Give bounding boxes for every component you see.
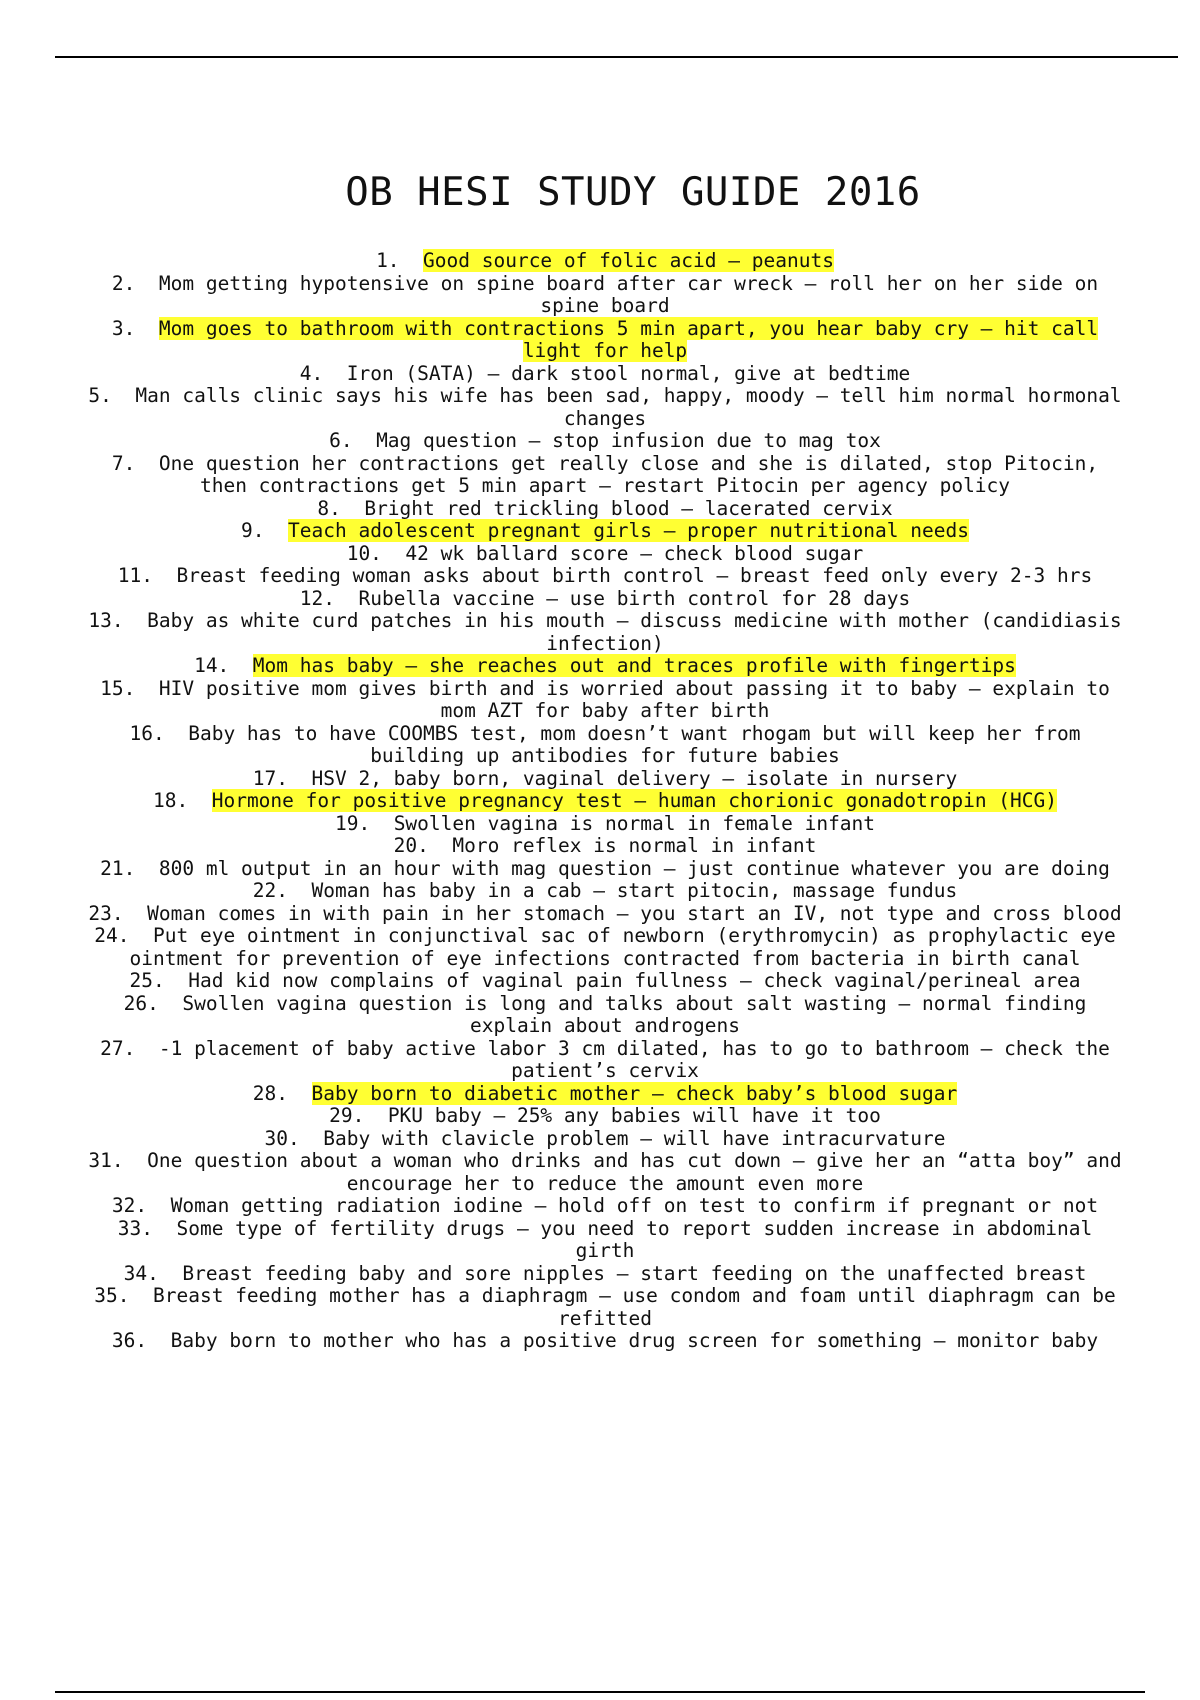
item-text: Put eye ointment in conjunctival sac of newborn (erythromycin) as prophylactic eye ointment for prevention of eye infections contracted from bacteria in birth canal <box>129 924 1116 970</box>
list-item <box>85 1195 1125 1218</box>
item-text: Some type of fertility drugs – you need to report sudden increase in abdominal girth <box>176 1216 1093 1262</box>
item-text: One question her contractions get really close and she is dilated, stop Pitocin, then contractions get 5 min apart – restart Pitocin per agency policy <box>158 451 1099 497</box>
list-item <box>85 970 1125 993</box>
item-text: Iron (SATA) – dark stool normal, give at bedtime <box>346 361 911 385</box>
highlighted-item-text: Teach adolescent pregnant girls – proper nutritional needs <box>288 519 969 542</box>
item-number: 24. <box>94 924 130 947</box>
item-number: 31. <box>88 1149 124 1172</box>
list-item <box>85 1218 1125 1263</box>
list-item <box>85 273 1125 318</box>
item-number: 21. <box>100 856 136 880</box>
item-text: Baby has to have COOMBS test, mom doesn’t want rhogam but will keep her from building up antibodies for future babies <box>188 721 1081 767</box>
item-number: 29. <box>329 1104 365 1127</box>
list-item <box>85 318 1125 363</box>
list-item <box>85 588 1125 611</box>
item-number: 1. <box>376 249 400 272</box>
item-text: HIV positive mom gives birth and is worried about passing it to baby – explain to mom AZT for baby after birth <box>158 676 1110 722</box>
list-item <box>85 610 1125 655</box>
item-text: Breast feeding woman asks about birth control – breast feed only every 2-3 hrs <box>176 564 1093 587</box>
item-text: Moro reflex is normal in infant <box>452 834 817 857</box>
list-item <box>85 1128 1125 1151</box>
item-text: Bright red trickling blood – lacerated cervix <box>364 496 893 520</box>
item-number: 14. <box>194 654 230 677</box>
item-text: PKU baby – 25% any babies will have it too <box>387 1104 881 1127</box>
item-number: 34. <box>123 1261 159 1285</box>
item-number: 15. <box>100 676 136 700</box>
item-text: Woman comes in with pain in her stomach – you start an IV, not type and cross blood <box>147 901 1122 925</box>
item-number: 25. <box>129 969 165 992</box>
list-item <box>85 1038 1125 1083</box>
item-text: Swollen vagina is normal in female infant <box>393 811 876 835</box>
item-number: 30. <box>264 1126 300 1150</box>
item-text: 800 ml output in an hour with mag question – just continue whatever you are doing <box>158 856 1110 880</box>
study-guide-list <box>85 250 1125 1353</box>
item-number: 23. <box>88 901 124 925</box>
item-number: 6. <box>329 429 353 452</box>
item-text: Woman has baby in a cab – start pitocin, massage fundus <box>311 879 958 902</box>
item-number: 11. <box>117 564 153 587</box>
list-item <box>85 723 1125 768</box>
item-number: 35. <box>94 1284 130 1307</box>
item-number: 17. <box>252 766 289 790</box>
list-item <box>85 768 1125 791</box>
item-text: Woman getting radiation iodine – hold off on test to confirm if pregnant or not <box>170 1194 1099 1217</box>
list-item <box>85 543 1125 566</box>
list-item <box>85 363 1125 386</box>
item-number: 7. <box>111 451 136 475</box>
item-number: 5. <box>88 384 112 407</box>
list-item <box>85 430 1125 453</box>
item-text: Man calls clinic says his wife has been sad, happy, moody – tell him normal hormonal changes <box>135 384 1122 430</box>
item-number: 4. <box>299 361 324 385</box>
list-item <box>85 385 1125 430</box>
list-item <box>85 678 1125 723</box>
highlighted-item-text: Hormone for positive pregnancy test – human chorionic gonadotropin (HCG) <box>211 789 1057 812</box>
list-item <box>85 250 1125 273</box>
list-item <box>85 903 1125 926</box>
item-text: -1 placement of baby active labor 3 cm dilated, has to go to bathroom – check the patient’s cervix <box>158 1036 1110 1082</box>
item-number: 19. <box>334 811 371 835</box>
item-text: Mom getting hypotensive on spine board after car wreck – roll her on her side on spine board <box>158 271 1099 317</box>
item-number: 2. <box>111 271 136 295</box>
item-number: 26. <box>123 991 159 1015</box>
list-item <box>85 520 1125 543</box>
list-item <box>85 1150 1125 1195</box>
list-item <box>85 453 1125 498</box>
item-text: Breast feeding mother has a diaphragm – use condom and foam until diaphragm can be refitted <box>153 1284 1116 1330</box>
item-number: 33. <box>117 1216 153 1240</box>
list-item <box>85 790 1125 813</box>
list-item <box>85 813 1125 836</box>
item-number: 27. <box>100 1036 136 1060</box>
list-item <box>85 1105 1125 1128</box>
item-number: 3. <box>111 316 136 340</box>
item-number: 8. <box>317 496 341 520</box>
item-number: 36. <box>111 1329 148 1352</box>
highlighted-item-text: Baby born to diabetic mother – check baby’s blood sugar <box>311 1081 958 1105</box>
item-text: 42 wk ballard score – check blood sugar <box>405 541 864 565</box>
list-item <box>85 925 1125 970</box>
item-number: 32. <box>111 1194 148 1217</box>
list-item <box>85 1083 1125 1106</box>
list-item <box>85 655 1125 678</box>
item-text: Baby born to mother who has a positive drug screen for something – monitor baby <box>170 1329 1099 1352</box>
item-number: 28. <box>252 1081 289 1105</box>
list-item <box>85 1330 1125 1353</box>
item-number: 20. <box>393 834 429 857</box>
list-item <box>85 880 1125 903</box>
item-number: 16. <box>129 721 165 745</box>
list-item <box>85 993 1125 1038</box>
item-number: 12. <box>299 586 335 610</box>
item-text: Baby with clavicle problem – will have intracurvature <box>323 1126 946 1150</box>
list-item <box>85 1285 1125 1330</box>
item-text: Breast feeding baby and sore nipples – start feeding on the unaffected breast <box>182 1261 1087 1285</box>
item-text: Mag question – stop infusion due to mag tox <box>376 429 881 452</box>
list-item <box>85 1263 1125 1286</box>
item-number: 9. <box>241 519 265 542</box>
bottom-rule <box>55 1691 1145 1693</box>
item-text: HSV 2, baby born, vaginal delivery – isolate in nursery <box>311 766 958 790</box>
list-item <box>85 565 1125 588</box>
list-item <box>85 858 1125 881</box>
top-rule <box>55 56 1178 58</box>
page-title: OB HESI STUDY GUIDE 2016 <box>345 170 921 216</box>
item-number: 18. <box>153 789 189 812</box>
item-text: Rubella vaccine – use birth control for 28 days <box>358 586 911 610</box>
highlighted-item-text: Mom has baby – she reaches out and traces profile with fingertips <box>252 654 1016 677</box>
item-text: Baby as white curd patches in his mouth – discuss medicine with mother (candidiasis infection) <box>147 609 1122 655</box>
list-item <box>85 498 1125 521</box>
item-number: 22. <box>252 879 289 902</box>
item-number: 10. <box>346 541 382 565</box>
highlighted-item-text: Mom goes to bathroom with contractions 5 min apart, you hear baby cry – hit call light for help <box>158 316 1099 362</box>
item-number: 13. <box>88 609 124 632</box>
list-item <box>85 835 1125 858</box>
highlighted-item-text: Good source of folic acid – peanuts <box>423 249 834 272</box>
item-text: One question about a woman who drinks and has cut down – give her an “atta boy” and encourage her to reduce the amount even more <box>147 1149 1122 1195</box>
item-text: Swollen vagina question is long and talks about salt wasting – normal finding explain about androgens <box>182 991 1087 1037</box>
item-text: Had kid now complains of vaginal pain fullness – check vaginal/perineal area <box>188 969 1081 992</box>
